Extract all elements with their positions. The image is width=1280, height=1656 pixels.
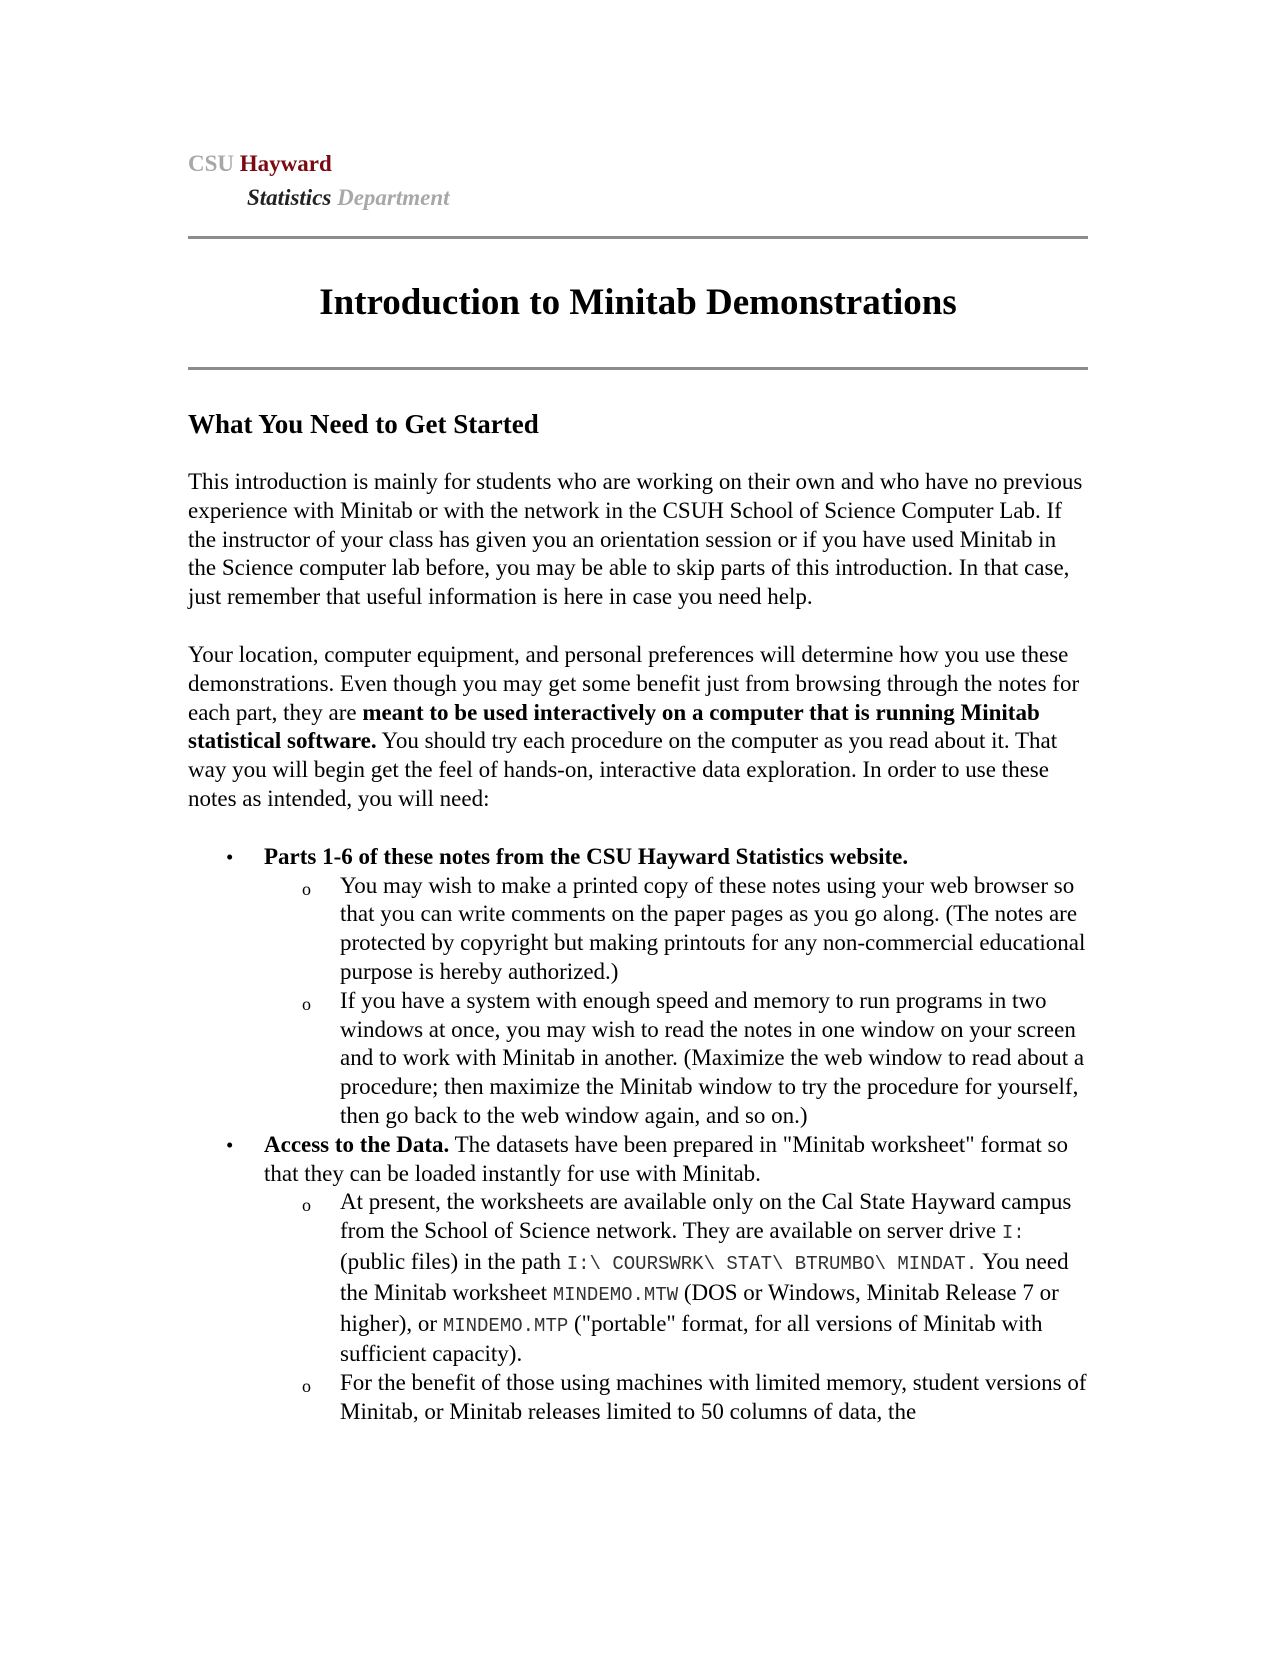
circle-bullet-icon: o [302, 1376, 311, 1397]
worksheet-text-5: ("portable" format, for all versions of Minitab with sufficient capacity). [340, 1310, 1043, 1367]
circle-bullet-icon: o [302, 993, 311, 1014]
drive-code: I: [1001, 1222, 1025, 1245]
circle-bullet-icon: o [302, 878, 311, 899]
title-divider [188, 367, 1088, 370]
sub-item-limited-memory [264, 1369, 1088, 1427]
data-sublist [264, 1188, 1088, 1426]
header-csu: CSU [188, 151, 235, 176]
list-item-data-title: Access to the Data. [264, 1131, 450, 1157]
sub-item-worksheets [264, 1188, 1088, 1369]
institution-header [188, 150, 1088, 178]
worksheet-text-4: (DOS or Windows, Minitab Release 7 or higher), or [340, 1279, 1059, 1336]
list-item-data-access [188, 1131, 1088, 1427]
header-department: Department [337, 185, 450, 210]
bullet-icon: • [226, 844, 234, 869]
path-code: I:\ COURSWRK\ STAT\ BTRUMBO\ MINDAT. [566, 1252, 978, 1275]
sub-item-text: You may wish to make a printed copy of these notes using your web browser so that you can write comments on the paper pages as you go along. (The notes are protected by copyright but making printouts for any non-commercial educational purpose is hereby authorized.) [340, 872, 1086, 984]
header-statistics: Statistics [247, 185, 332, 210]
document-page [188, 150, 1088, 1427]
usage-text-emphasis: meant to be used interactively on a computer that is running Minitab statistical software. [188, 699, 1040, 754]
mtp-file-code: MINDEMO.MTP [442, 1314, 569, 1337]
sub-item-text: For the benefit of those using machines with limited memory, student versions of Minitab, or Minitab releases limited to 50 columns of data, the [340, 1370, 1087, 1424]
notes-sublist [264, 872, 1088, 1131]
intro-paragraph: This introduction is mainly for students who are working on their own and who have no previous experience with Minitab or with the network in the CSUH School of Science Computer Lab. If the instructor of your class has given you an orientation session or if you have used Minitab in the Science computer lab before, you may be able to skip parts of this introduction. In that case, just remember that useful information is here in case you need help. [188, 469, 1083, 610]
circle-bullet-icon: o [302, 1195, 311, 1216]
top-divider [188, 236, 1088, 239]
sub-item-printed-copy [264, 872, 1088, 987]
worksheet-text-1: At present, the worksheets are available only on the Cal State Hayward campus from the School of Science network. They are available on server drive [340, 1189, 1072, 1244]
list-item-notes-title: Parts 1-6 of these notes from the CSU Hayward Statistics website. [264, 843, 909, 869]
usage-text-end: You should try each procedure on the computer as you read about it. That way you will begin get the feel of hands-on, interactive data exploration. In order to use these notes as intended, you will need: [188, 728, 1058, 811]
worksheet-text-2: (public files) in the path [340, 1248, 567, 1274]
bullet-icon: • [226, 1132, 234, 1157]
usage-paragraph [188, 641, 1088, 814]
section-heading: What You Need to Get Started [188, 409, 539, 439]
sub-item-text: If you have a system with enough speed and memory to run programs in two windows at once, you may wish to read the notes in one window on your screen and to work with Minitab in another. (Maximize the web window to read about a procedure; then maximize the Minitab window to try the procedure for yourself, then go back to the web window again, and so on.) [340, 987, 1085, 1128]
list-item-notes [188, 843, 1088, 1131]
page-title: Introduction to Minitab Demonstrations [319, 282, 957, 323]
mtw-file-code: MINDEMO.MTW [552, 1283, 679, 1306]
list-item-data-text: The datasets have been prepared in "Minitab worksheet" format so that they can be loaded instantly for use with Minitab. [264, 1131, 1068, 1186]
requirements-list [188, 843, 1088, 1427]
sub-item-two-windows [264, 987, 1088, 1131]
department-header [247, 184, 1088, 212]
worksheet-text-3: You need the Minitab worksheet [340, 1248, 1069, 1305]
header-hayward: Hayward [239, 151, 332, 176]
usage-text-start: Your location, computer equipment, and personal preferences will determine how you use these demonstrations. Even though you may get some benefit just from browsing through the notes for each part, they are [188, 641, 1080, 725]
